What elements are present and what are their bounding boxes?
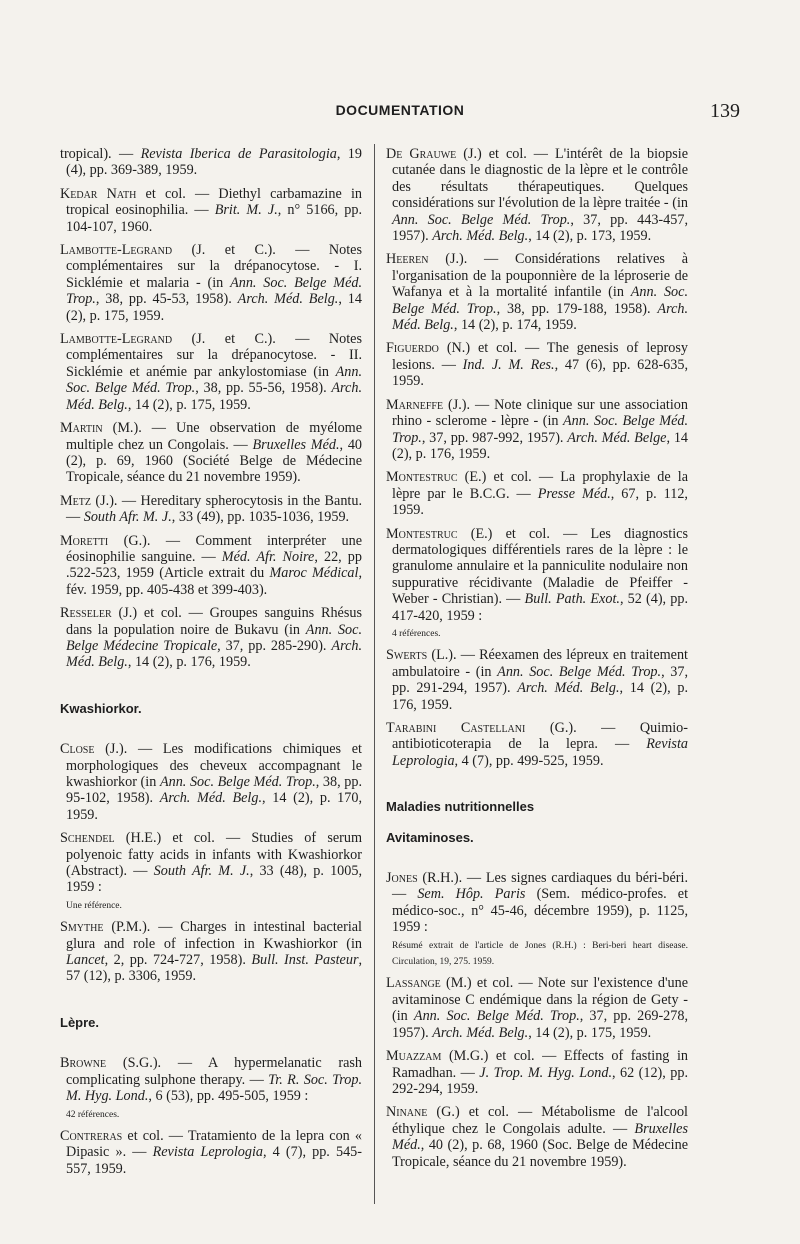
bib-entry: Lassange (M.) et col. — Note sur l'existence d'une avitaminose C endémique dans la région de Gety - (in Ann. Soc. Belge Méd. Trop., 37, pp. 269-278, 1957). Arch. Méd. Belg., 14 (2), p. 175, 1959.: [386, 975, 688, 1041]
bib-entry: Schendel (H.E.) et col. — Studies of serum polyenoic fatty acids in infants with Kwashiorkor (Abstract). — South Afr. M. J., 33 (48), p. 1005, 1959 : Une référence.: [60, 830, 363, 911]
section-heading-kwashiorkor: Kwashiorkor.: [60, 700, 142, 716]
bib-entry: Marneffe (J.). — Note clinique sur une association rhino - sclerome - lèpre - (in Ann. Soc. Belge Méd. Trop., 37, pp. 987-992, 1957). Arch. Méd. Belge, 14 (2), p. 176, 1959.: [386, 396, 689, 462]
bib-entry: Lambotte-Legrand (J. et C.). — Notes complémentaires sur la drépanocytose. - I. Sicklémie et malaria - (in Ann. Soc. Belge Méd. Trop., 38, pp. 45-53, 1958). Arch. Méd. Belg., 14 (2), p. 175, 1959.: [60, 242, 363, 324]
section-heading-avitaminoses: Avitaminoses.: [386, 829, 474, 845]
bib-entry: Contreras et col. — Tratamiento de la lepra con « Dipasic ». — Revista Leprologia, 4 (7), pp. 545-557, 1959.: [60, 1127, 362, 1177]
bib-entry: Tarabini Castellani (G.). — Quimio-antibioticoterapia de la lepra. — Revista Leprologia, 4 (7), pp. 499-525, 1959.: [386, 720, 688, 769]
bib-entry: Moretti (G.). — Comment interpréter une éosinophilie sanguine. — Méd. Afr. Noire, 22, pp .522-523, 1959 (Article extrait du Maroc Médical, fév. 1959, pp. 405-438 et 399-403).: [60, 532, 363, 598]
bib-entry: Swerts (L.). — Réexamen des lépreux en traitement ambulatoire - (in Ann. Soc. Belge Méd. Trop., 37, pp. 291-294, 1957). Arch. Méd. Belg., 14 (2), p. 176, 1959.: [386, 647, 689, 713]
bib-entry: Heeren (J.). — Considérations relatives à l'organisation de la pouponnière de la léproserie de Wafanya et à la mortalité infantile (in Ann. Soc. Belge Méd. Trop., 38, pp. 179-188, 1958). Arch. Méd. Belg., 14 (2), p. 174, 1959.: [386, 251, 689, 334]
bib-entry: tropical). — Revista Iberica de Parasitologia, 19 (4), pp. 369-389, 1959.: [60, 146, 362, 179]
section-heading-maladies-nutritionnelles: Maladies nutritionnelles: [386, 799, 535, 815]
entry-note: Une référence.: [66, 900, 122, 911]
running-title: DOCUMENTATION: [335, 102, 465, 118]
bib-entry: Browne (S.G.). — A hypermelanatic rash complicating sulphone therapy. — Tr. R. Soc. Trop. M. Hyg. Lond., 6 (53), pp. 495-505, 1959 : 42 références.: [60, 1055, 362, 1120]
bib-entry: Metz (J.). — Hereditary spherocytosis in the Bantu. — South Afr. M. J., 33 (49), pp. 1035-1036, 1959.: [60, 492, 362, 526]
section-heading-lepre: Lèpre.: [60, 1014, 100, 1030]
right-column: [386, 146, 688, 1177]
bib-entry: Martin (M.). — Une observation de myélome multiple chez un Congolais. — Bruxelles Méd., 40 (2), p. 69, 1960 (Société Belge de Médecine Tropicale, séance du 21 novembre 1959).: [60, 420, 363, 486]
entry-note: Résumé extrait de l'article de Jones (R.H.) : Beri-beri heart disease. Circulation, 19, 275. 1959.: [392, 940, 688, 968]
bib-entry: Jones (R.H.). — Les signes cardiaques du béri-béri. — Sem. Hôp. Paris (Sem. médico-profes. et médico-soc., n° 45-46, décembre 1959), p. 1125, 1959 : Résumé extrait de l'article de Jones (R.H.) : Beri-beri heart disease. Circulation, 19, 275. 1959.: [386, 870, 689, 968]
bib-entry: De Grauwe (J.) et col. — L'intérêt de la biopsie cutanée dans le diagnostic de la lèpre et le contrôle des résultats thérapeutiques. Quelques considérations sur l'évolution de la lèpre traitée - (in Ann. Soc. Belge Méd. Trop., 37, pp. 443-457, 1957). Arch. Méd. Belg., 14 (2), p. 173, 1959.: [386, 146, 688, 245]
bib-entry: Montestruc (E.) et col. — Les diagnostics dermatologiques différentiels rares de la lèpre : le granulome annulaire et la panniculite nodulaire non suppurative récidivante (Maladie de Pfeiffer - Weber - Christian). — Bull. Path. Exot., 52 (4), pp. 417-420, 1959 : 4 références.: [386, 525, 688, 639]
bib-entry: Muazzam (M.G.) et col. — Effects of fasting in Ramadhan. — J. Trop. M. Hyg. Lond., 62 (12), pp. 292-294, 1959.: [386, 1048, 688, 1097]
page-header: [60, 100, 740, 128]
bib-entry: Montestruc (E.) et col. — La prophylaxie de la lèpre par le B.C.G. — Presse Méd., 67, p. 112, 1959.: [386, 469, 688, 519]
bib-entry: Resseler (J.) et col. — Groupes sanguins Rhésus dans la population noire de Bukavu (in Ann. Soc. Belge Médecine Tropicale, 37, pp. 285-290). Arch. Méd. Belg., 14 (2), p. 176, 1959.: [60, 605, 363, 671]
bib-entry: Figuerdo (N.) et col. — The genesis of leprosy lesions. — Ind. J. M. Res., 47 (6), pp. 628-635, 1959.: [386, 340, 688, 390]
left-column: [60, 146, 362, 1184]
bib-entry: Smythe (P.M.). — Charges in intestinal bacterial glura and role of infection in Kwashiorkor (in Lancet, 2, pp. 724-727, 1958). Bull. Inst. Pasteur, 57 (12), p. 3306, 1959.: [60, 919, 363, 985]
entry-note: 42 références.: [66, 1109, 120, 1120]
column-divider: [374, 144, 375, 1204]
bib-entry: Close (J.). — Les modifications chimiques et morphologiques des cheveux accompagnant le kwashiorkor (in Ann. Soc. Belge Méd. Trop., 38, pp. 95-102, 1958). Arch. Méd. Belg., 14 (2), p. 170, 1959.: [60, 741, 363, 823]
page-number: 139: [710, 100, 740, 122]
bib-entry: Kedar Nath et col. — Diethyl carbamazine in tropical eosinophilia. — Brit. M. J., n° 5166, pp. 104-107, 1960.: [60, 185, 363, 235]
bib-entry: Ninane (G.) et col. — Métabolisme de l'alcool éthylique chez le Congolais adulte. — Bruxelles Méd., 40 (2), p. 68, 1960 (Soc. Belge de Médecine Tropicale, séance du 21 novembre 1959).: [386, 1104, 688, 1170]
bib-entry: Lambotte-Legrand (J. et C.). — Notes complémentaires sur la drépanocytose. - II. Sicklémie et anémie par ankylostomiase (in Ann. Soc. Belge Méd. Trop., 38, pp. 55-56, 1958). Arch. Méd. Belg., 14 (2), p. 175, 1959.: [60, 331, 362, 413]
entry-note: 4 références.: [392, 628, 441, 639]
